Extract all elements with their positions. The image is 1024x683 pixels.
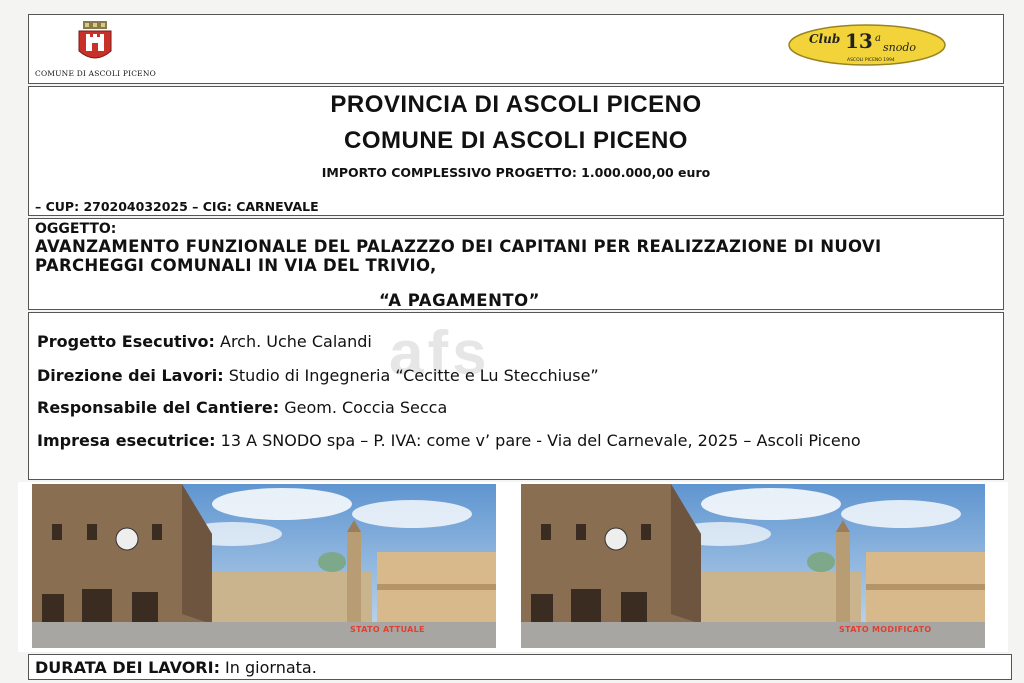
durata-value: In giornata. [219,658,317,677]
info-box [28,312,1004,480]
club-logo-snodo: snodo [883,41,917,54]
durata-label: DURATA DEI LAVORI: [35,658,220,677]
municipal-crest-logo [73,21,117,65]
responsabile-label: Responsabile del Cantiere: [37,398,280,417]
club-logo-sub: ASCOLI PICENO 1994 [847,58,895,63]
progetto-value: Arch. Uche Calandi [214,332,372,351]
oggetto-box [28,218,1004,310]
direzione-label: Direzione dei Lavori: [37,366,224,385]
comune-title: COMUNE DI ASCOLI PICENO [344,127,688,154]
durata-row [35,658,317,677]
oggetto-label: OGGETTO: [35,221,117,237]
cup-cig-text: – CUP: 270204032025 – CIG: CARNEVALE [35,199,319,214]
crest-label: COMUNE DI ASCOLI PICENO [35,69,156,78]
impresa-label: Impresa esecutrice: [37,431,216,450]
oggetto-subtitle: “A PAGAMENTO” [379,291,541,310]
impresa-row [37,432,997,450]
provincia-title: PROVINCIA DI ASCOLI PICENO [330,91,702,118]
photo-current-state [32,484,496,648]
progetto-row [37,333,372,351]
photo-modified-state [521,484,985,648]
title-box [28,86,1004,216]
watermark: afs [389,319,491,388]
caption-stato-attuale: STATO ATTUALE [350,625,425,634]
photo-section [18,482,1008,652]
impresa-value: 13 A SNODO spa – P. IVA: come v’ pare - Via del Carnevale, 2025 – Ascoli Piceno [215,431,861,450]
club-logo-club-text: Club [809,32,841,46]
caption-stato-modificato: STATO MODIFICATO [839,625,932,634]
footer-box [28,654,1012,680]
club-13-a-snodo-logo [787,23,947,67]
oggetto-text: AVANZAMENTO FUNZIONALE DEL PALAZZZO DEI CAPITANI PER REALIZZAZIONE DI NUOVI PARCHEGGI COMUNALI IN VIA DEL TRIVIO, [35,237,882,275]
club-logo-a: a [875,33,881,44]
importo-text: IMPORTO COMPLESSIVO PROGETTO: 1.000.000,00 euro [321,165,711,180]
header-strip [28,14,1004,84]
piazza-photo-right [521,484,985,648]
responsabile-value: Geom. Coccia Secca [279,398,448,417]
direzione-row [37,367,599,385]
club-logo-number: 13 [845,29,873,53]
direzione-value: Studio di Ingegneria “Cecitte e Lu Stecchiuse” [223,366,599,385]
progetto-label: Progetto Esecutivo: [37,332,215,351]
responsabile-row [37,399,447,417]
piazza-photo-left [32,484,496,648]
